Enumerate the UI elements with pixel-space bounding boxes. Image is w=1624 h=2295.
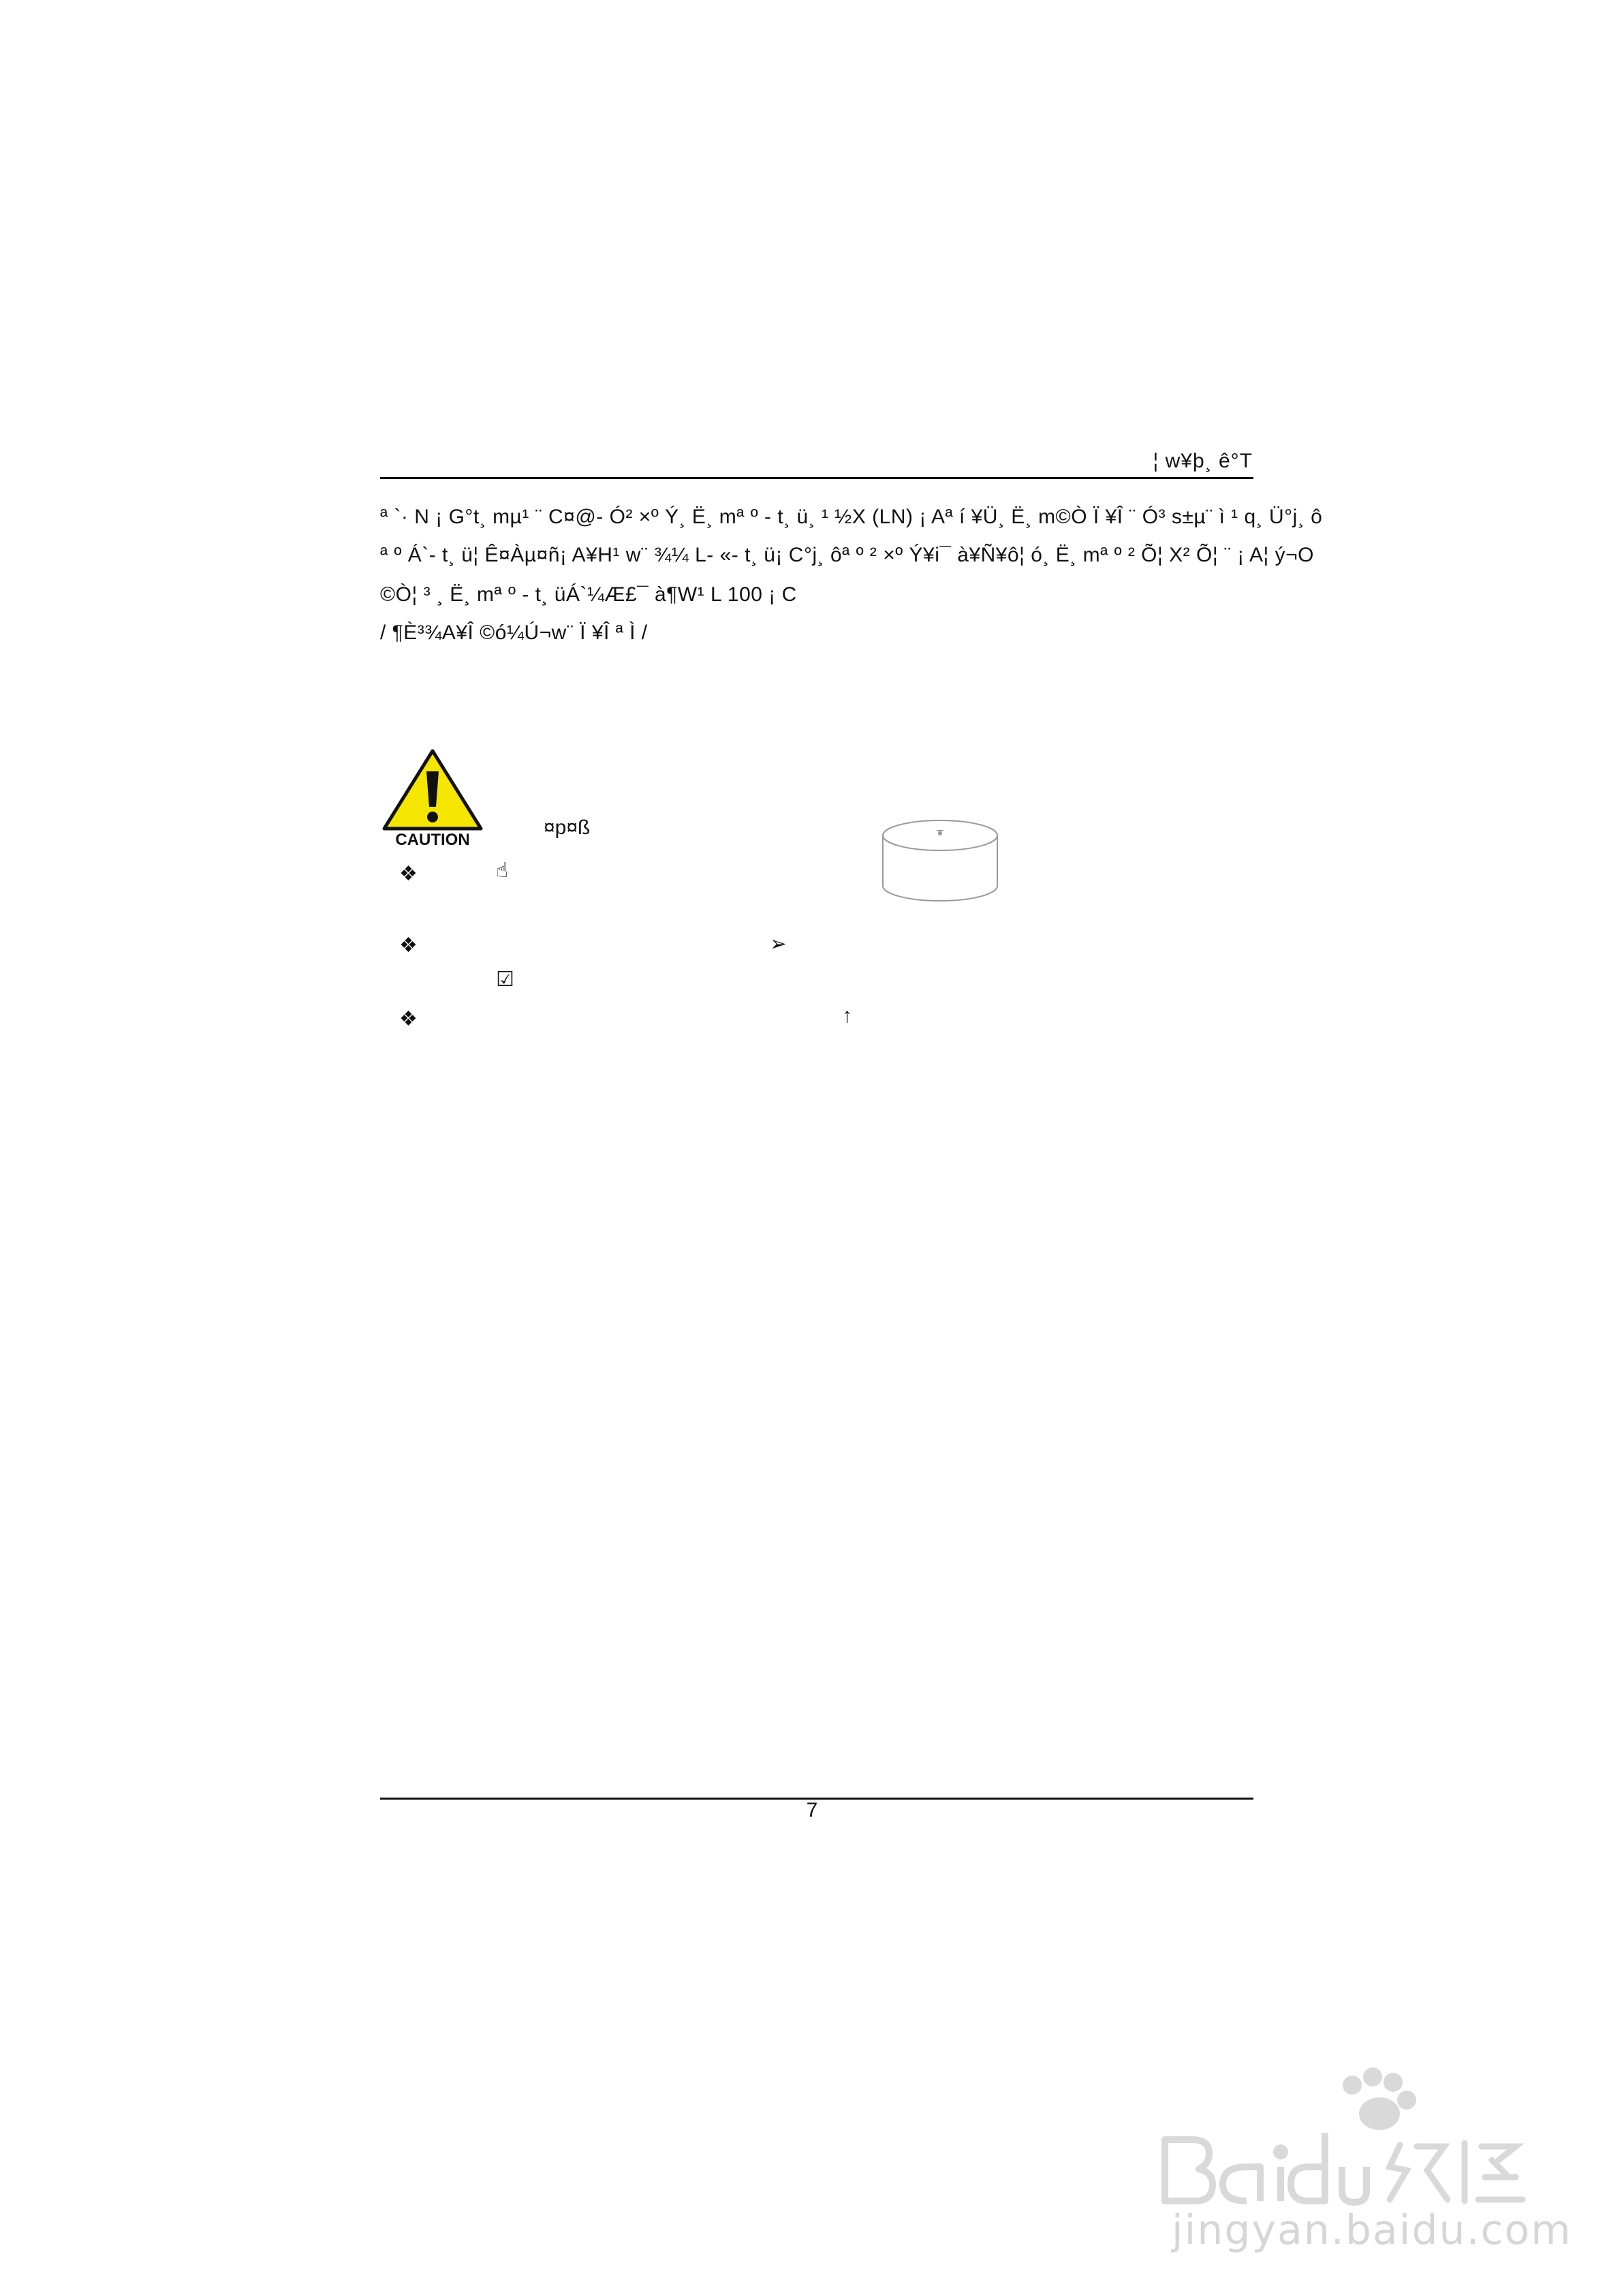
- caution-warning-icon: [381, 748, 484, 847]
- up-arrow-icon: ↑: [842, 1004, 852, 1027]
- caution-label: CAUTION: [395, 831, 470, 847]
- page-number: 7: [806, 1799, 818, 1821]
- watermark-url: jingyan.baidu.com: [1172, 2206, 1572, 2254]
- checkbox-icon: ☑: [496, 968, 514, 991]
- body-line: ©Ò¦ ³ ¸ Ë¸ mª º - t¸ üÁ`¼Æ£¯ à¶W¹ L 100 ¡ C: [380, 583, 797, 606]
- arrowhead-icon: ➢: [770, 933, 787, 955]
- bullet-icon: ❖: [399, 934, 418, 957]
- cylinder-icon: [879, 816, 1001, 905]
- bullet-icon: ❖: [399, 1008, 418, 1030]
- bullet-icon: ❖: [399, 863, 418, 885]
- running-header: ¦ w¥þ¸ ê°T: [1153, 450, 1253, 472]
- header-rule: [380, 477, 1253, 479]
- body-line: / ¶È³¾A¥Î ©ó¼Ú¬w¨ Ï ¥Î ª Ì /: [380, 621, 648, 644]
- pointing-hand-icon: ☝: [496, 859, 509, 882]
- caution-title: ¤p¤ß: [544, 816, 591, 839]
- body-line: ª `· N ¡ G°t¸ mµ¹ ¨ C¤@- Ó² ×º Ý¸ Ë¸ mª º - t¸ ü¸ ¹ ½X (LN) ¡ Aª í ¥Ü¸ Ë¸ m©Ò Ï ¥Î ¨ Ó³ s±µ¨ ì ¹ q¸ Ü°j¸ ô: [380, 506, 1323, 528]
- body-line: ª º Á`- t¸ ü¦ Ê¤Àµ¤ñ¡ A¥H¹ w¨ ¾¼ L- «- t¸ ü¡ C°j¸ ôª º ² ×º Ý¥i¯ à¥Ñ¥ô¦ ó¸ Ë¸ mª º ² Õ¦ X² Õ¦ ¨ ¡ A¦ ý¬O: [380, 544, 1314, 566]
